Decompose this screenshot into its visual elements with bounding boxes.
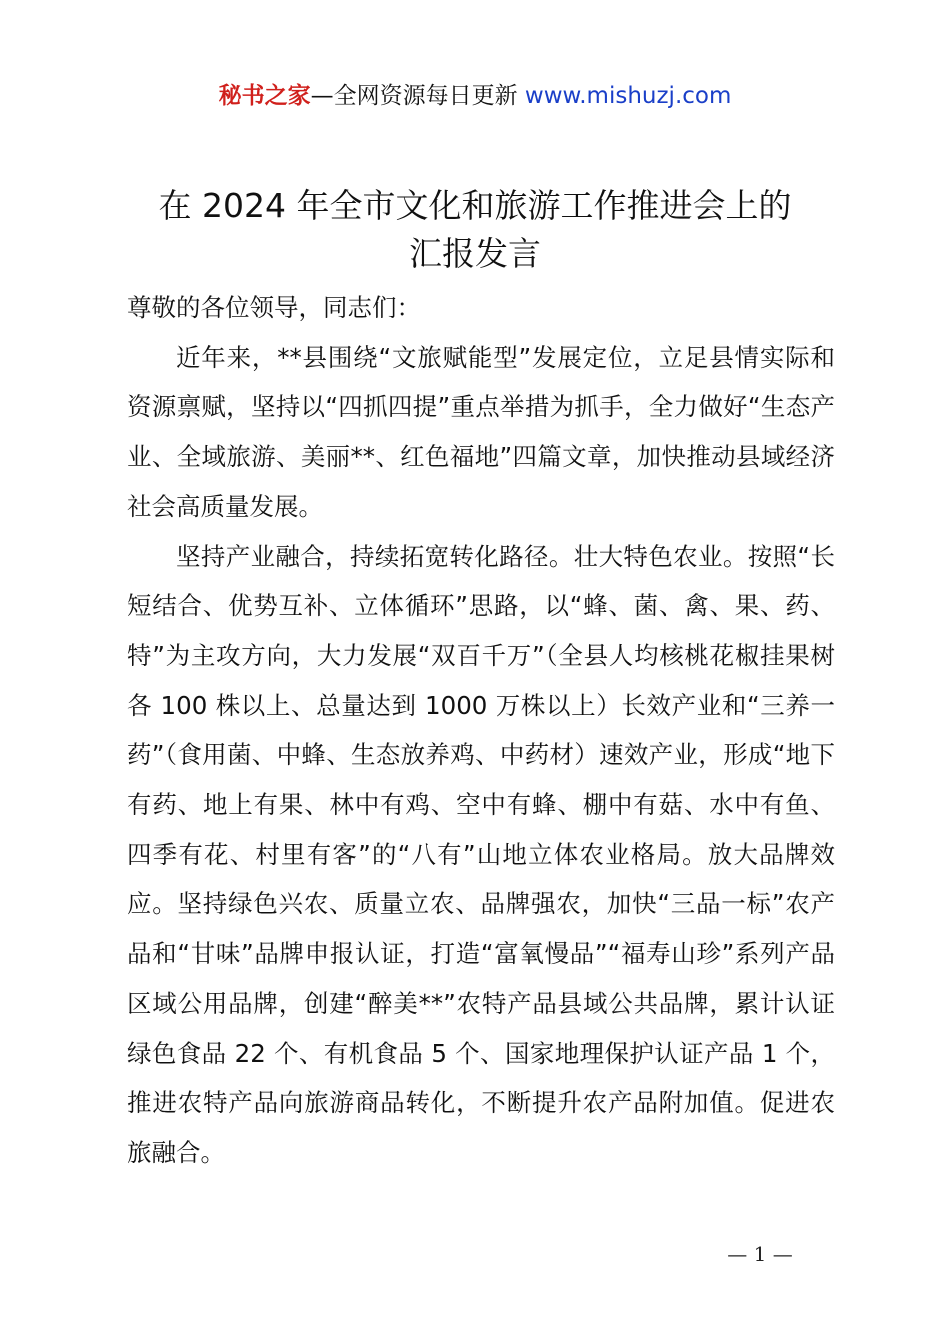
- site-header-banner: [0, 80, 950, 112]
- document-title: [100, 182, 850, 278]
- title-line-2: 汇报发言: [409, 234, 541, 273]
- paragraph: 近年来，**县围绕“文旅赋能型”发展定位，立足县情实际和资源禀赋，坚持以“四抓四提”重点举措为抓手，全力做好“生态产业、全域旅游、美丽**、红色福地”四篇文章，加快推动县域经济社会高质量发展。: [127, 342, 835, 521]
- page-number: — 1 —: [727, 1242, 793, 1266]
- header-tagline: —全网资源每日更新: [310, 83, 518, 109]
- document-body: [127, 283, 835, 1178]
- paragraph: 坚持产业融合，持续拓宽转化路径。壮大特色农业。按照“长短结合、优势互补、立体循环”思路，以“蜂、菌、禽、果、药、特”为主攻方向，大力发展“双百千万”（全县人均核桃花椒挂果树各 100 株以上、总量达到 1000 万株以上）长效产业和“三养一药”（食用菌、中蜂、生态放养鸡、中药材）速效产业，形成“地下有药、地上有果、林中有鸡、空中有蜂、棚中有菇、水中有鱼、四季有花、村里有客”的“八有”山地立体农业格局。放大品牌效应。坚持绿色兴农、质量立农、品牌强农，加快“三品一标”农产品和“甘味”品牌申报认证，打造“富氧慢品”“福寿山珍”系列产品区域公用品牌，创建“醉美**”农特产品县域公共品牌，累计认证绿色食品 22 个、有机食品 5 个、国家地理保护认证产品 1 个，推进农特产品向旅游商品转化，不断提升农产品附加值。促进农旅融合。: [127, 541, 835, 1167]
- site-url-link[interactable]: www.mishuzj.com: [524, 83, 732, 109]
- brand-name: 秘书之家: [218, 83, 311, 109]
- title-line-1: 在 2024 年全市文化和旅游工作推进会上的: [158, 186, 792, 225]
- salutation: 尊敬的各位领导，同志们：: [127, 293, 421, 322]
